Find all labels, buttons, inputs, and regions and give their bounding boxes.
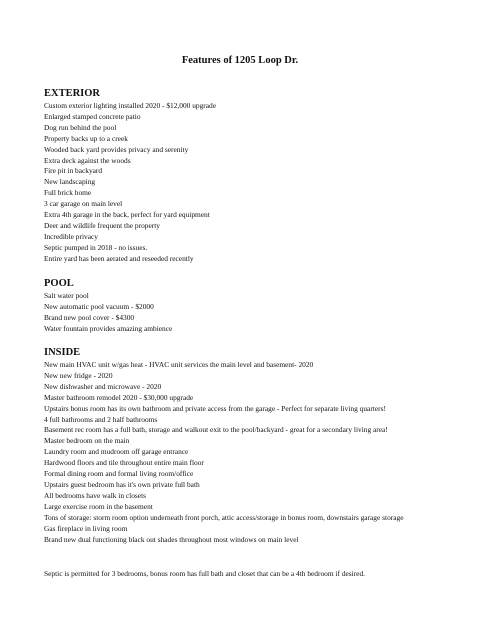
exterior-item: Septic pumped in 2018 - no issues.	[44, 242, 148, 252]
pool-item: Water fountain provides amazing ambience	[44, 323, 173, 333]
exterior-item: Wooded back yard provides privacy and serenity	[44, 144, 189, 154]
inside-item: Master bedroom on the main	[44, 436, 130, 446]
inside-section	[44, 346, 464, 545]
inside-item: Gas fireplace in living room	[44, 523, 128, 533]
exterior-item: Property backs up to a creek	[44, 133, 128, 143]
inside-item: Upstairs guest bedroom has it's own private full bath	[44, 479, 200, 489]
pool-section	[44, 277, 464, 335]
exterior-item: Dog run behind the pool	[44, 122, 117, 132]
septic-footnote: Septic is permitted for 3 bedrooms, bonus room has full bath and closet that can be a 4th bedroom if desired.	[44, 569, 366, 578]
inside-item: Hardwood floors and tile throughout entire main floor	[44, 458, 204, 468]
inside-item: 4 full bathrooms and 2 half bathrooms	[44, 414, 158, 424]
inside-item: Upstairs bonus room has its own bathroom and private access from the garage - Perfect for separate living quarters!	[44, 403, 386, 413]
inside-item: Master bathroom remodel 2020 - $30,000 upgrade	[44, 392, 194, 402]
inside-heading: INSIDE	[44, 347, 81, 358]
exterior-item: Full brick home	[44, 188, 92, 198]
inside-item: Brand new dual functioning black out shades throughout most windows on main level	[44, 534, 299, 544]
pool-item: Brand new pool cover - $4300	[44, 312, 135, 322]
inside-item: Tons of storage: storm room option underneath front porch, attic access/storage in bonus room, downstairs garage storage	[44, 512, 404, 522]
exterior-item: Fire pit in backyard	[44, 166, 103, 176]
inside-item: New new fridge - 2020	[44, 370, 113, 380]
exterior-item: Extra deck against the woods	[44, 155, 131, 165]
pool-item: New automatic pool vacuum - $2000	[44, 301, 154, 311]
exterior-item: Incredible privacy	[44, 231, 98, 241]
inside-item: Laundry room and mudroom off garage entrance	[44, 447, 189, 457]
inside-item: All bedrooms have walk in closets	[44, 490, 147, 500]
exterior-item: New landscaping	[44, 177, 96, 187]
exterior-item: Custom exterior lighting installed 2020 - $12,000 upgrade	[44, 101, 217, 110]
inside-item: Basement rec room has a full bath, storage and walkout exit to the pool/backyard - great for a secondary living area!	[44, 425, 388, 435]
exterior-item: Deer and wildlife frequent the property	[44, 220, 160, 230]
exterior-item: Entire yard has been aerated and reseeded recently	[44, 253, 194, 263]
exterior-item: Extra 4th garage in the back, perfect for yard equipment	[44, 210, 210, 220]
exterior-heading: EXTERIOR	[44, 88, 101, 99]
document-title: Features of 1205 Loop Dr.	[181, 55, 299, 66]
exterior-section	[44, 87, 464, 265]
inside-item: Formal dining room and formal living room/office	[44, 469, 194, 479]
inside-item: New dishwasher and microwave - 2020	[44, 381, 162, 391]
exterior-item: 3 car garage on main level	[44, 199, 123, 209]
inside-item: Large exercise room in the basement	[44, 501, 153, 511]
pool-item: Salt water pool	[44, 291, 89, 300]
pool-heading: POOL	[44, 278, 74, 289]
inside-item: New main HVAC unit w/gas heat - HVAC unit services the main level and basement- 2020	[44, 360, 314, 369]
exterior-item: Enlarged stamped concrete patio	[44, 111, 141, 121]
